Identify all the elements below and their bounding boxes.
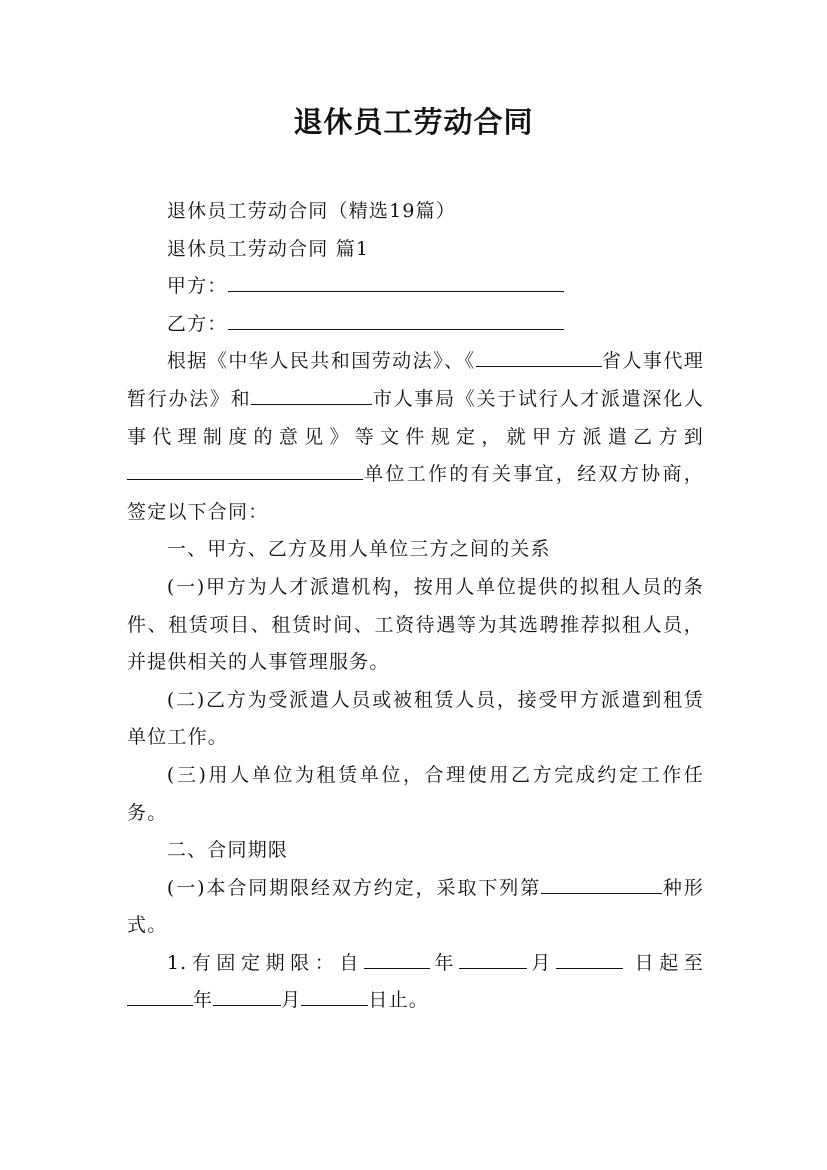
intro-seg2: 省人事代理暂行办法》和 (127, 350, 704, 410)
part-heading: 退休员工劳动合同 篇1 (166, 237, 370, 260)
subtitle: 退休员工劳动合同（精选19篇） (166, 200, 457, 222)
start-year-label: 年 (429, 951, 459, 974)
section2-item1-seg1: (一)本合同期限经双方约定，采取下列第 (166, 876, 542, 899)
intro-seg1: 根据《中华人民共和国劳动法》、《 (166, 350, 476, 373)
end-day-blank (301, 987, 368, 1006)
party-b-blank (228, 311, 564, 330)
document-title: 退休员工劳动合同 (293, 105, 534, 139)
fixed-term-lead: 1.有固定期限：自 (166, 951, 364, 974)
party-b-label: 乙方： (166, 312, 228, 335)
form-choice-blank (541, 875, 662, 894)
intro-seg4: 单位工作的有关事宜，经双方协商，签定以下合同： (127, 463, 704, 523)
party-a-label: 甲方： (166, 275, 228, 298)
section2-item1-seg2: 种形式。 (127, 876, 704, 937)
end-year-label: 年 (193, 989, 214, 1012)
party-a-line (127, 268, 704, 306)
province-blank (476, 348, 602, 367)
section1-item3: (三)用人单位为租赁单位，合理使用乙方完成约定工作任务。 (127, 763, 704, 824)
section2-item1 (127, 870, 704, 945)
party-b-line (127, 306, 704, 344)
section1-item2: (二)乙方为受派遣人员或被租赁人员，接受甲方派遣到租赁单位工作。 (127, 688, 704, 749)
section1-heading: 一、甲方、乙方及用人单位三方之间的关系 (166, 538, 551, 561)
start-month-blank (459, 950, 527, 969)
start-day-label: 日起至 (622, 951, 705, 974)
section1-item1: (一)甲方为人才派遣机构，按用人单位提供的拟租人员的条件、租赁项目、租赁时间、工资待遇等为其选聘推荐拟租人员，并提供相关的人事管理服务。 (127, 575, 704, 674)
unit-blank (127, 461, 363, 480)
city-blank (251, 386, 372, 405)
end-month-label: 月 (281, 989, 302, 1012)
section2-heading: 二、合同期限 (166, 839, 289, 862)
start-month-label: 月 (526, 951, 556, 974)
start-year-blank (364, 950, 430, 969)
start-day-blank (556, 950, 623, 969)
document-body (127, 193, 704, 1020)
end-year-blank (127, 987, 193, 1006)
intro-paragraph (127, 343, 704, 531)
intro-seg3: 市人事局《关于试行人才派遣深化人事代理制度的意见》等文件规定，就甲方派遣乙方到 (127, 387, 705, 448)
fixed-term-clause (127, 945, 704, 1020)
end-month-blank (213, 987, 281, 1006)
end-day-label: 日止。 (368, 989, 430, 1012)
party-a-blank (228, 273, 564, 292)
